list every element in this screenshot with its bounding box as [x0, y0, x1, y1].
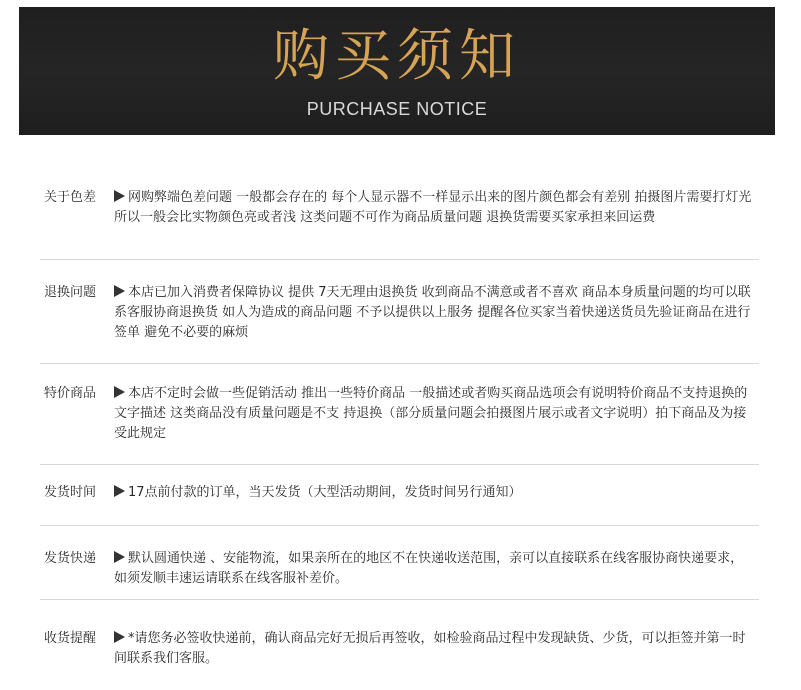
notice-label: 发货时间 — [44, 485, 97, 500]
notice-label: 发货快递 — [44, 551, 97, 566]
notice-text: 网购弊端色差问题 一般都会存在的 每个人显示器不一样显示出来的图片颜色都会有差别 拍摄图片需要打灯光 所以一般会比实物颜色亮或者浅 这类问题不可作为商品质量问题 退换货需要买家承担来回运费 — [114, 190, 752, 225]
notice-text: 17点前付款的订单，当天发货（大型活动期间，发货时间另行通知） — [128, 485, 522, 500]
notice-text: 本店不定时会做一些促销活动 推出一些特价商品 一般描述或者购买商品选项会有说明特价商品不支持退换的文字描述 这类商品没有质量问题是不支 持退换（部分质量问题会拍摄图片展示或者文字说明）拍下商品及为接受此规定 — [114, 386, 748, 441]
divider — [40, 599, 759, 600]
divider — [40, 464, 759, 465]
page-subtitle: PURCHASE NOTICE — [306, 99, 488, 119]
notice-label: 关于色差 — [44, 190, 97, 205]
notice-label: 特价商品 — [44, 386, 97, 401]
notice-label: 退换问题 — [44, 285, 97, 300]
divider — [40, 363, 759, 364]
divider — [40, 259, 759, 260]
notice-text: 默认圆通快递 、安能物流，如果亲所在的地区不在快递收送范围，亲可以直接联系在线客服协商快递要求，如须发顺丰速运请联系在线客服补差价。 — [114, 551, 744, 586]
triangle-right-icon — [114, 485, 125, 497]
header-banner — [19, 7, 775, 135]
page-title: 购买须知 — [273, 24, 521, 89]
divider — [40, 525, 759, 526]
triangle-right-icon — [114, 551, 125, 563]
triangle-right-icon — [114, 386, 125, 398]
notice-text: 本店已加入消费者保障协议 提供 7天无理由退换货 收到商品不满意或者不喜欢 商品本身质量问题的均可以联系客服协商退换货 如人为造成的商品问题 不予以提供以上服务 提醒各位买家当着快递送货员先验证商品在进行签单 避免不必要的麻烦 — [114, 285, 751, 340]
triangle-right-icon — [114, 285, 125, 297]
triangle-right-icon — [114, 190, 125, 202]
notice-label: 收货提醒 — [44, 631, 97, 646]
notice-text: *请您务必签收快递前，确认商品完好无损后再签收，如检验商品过程中发现缺货、少货，可以拒签并第一时间联系我们客服。 — [114, 631, 746, 666]
triangle-right-icon — [114, 631, 125, 643]
